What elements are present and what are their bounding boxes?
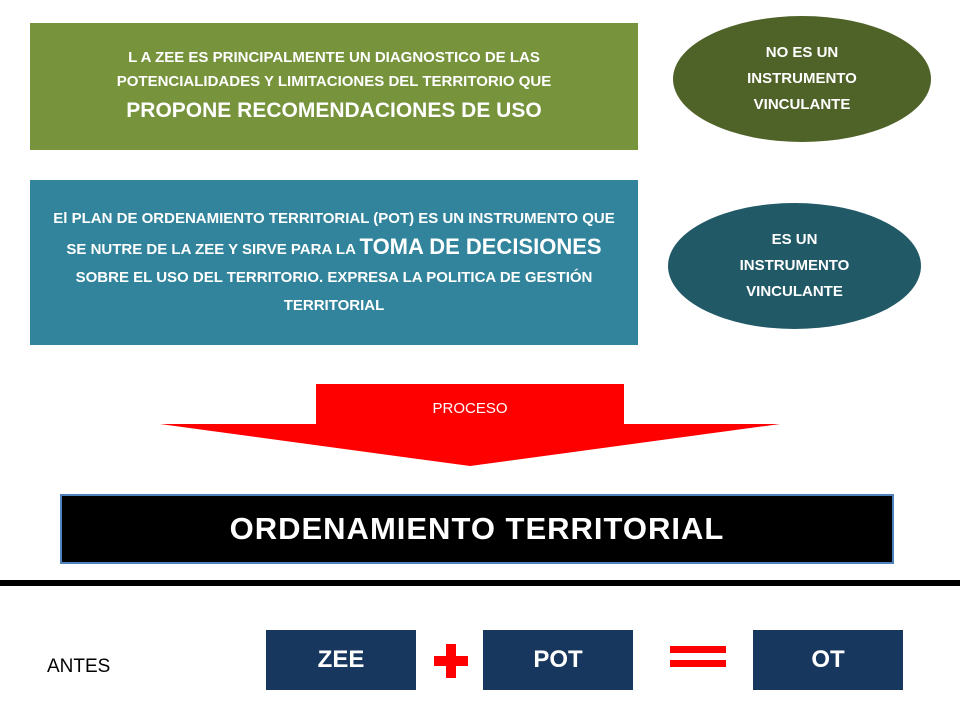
zee-term-box [266,630,416,690]
equals-icon [670,646,726,668]
not-binding-ellipse [673,16,931,142]
pot-text-part-2: SOBRE EL USO DEL TERRITORIO. EXPRESA LA POLITICA DE GESTIÓN TERRITORIAL [75,269,593,314]
zee-line-2: POTENCIALIDADES Y LIMITACIONES DEL TERRITORIO QUE [116,72,552,90]
binding-label: ES UN INSTRUMENTO VINCULANTE [739,231,850,300]
pot-description-box [30,180,638,345]
zee-description-box [30,23,638,150]
pot-term-label: POT [533,646,583,673]
not-binding-label: NO ES UN INSTRUMENTO VINCULANTE [747,44,857,113]
divider-line [0,580,960,586]
binding-ellipse [668,203,921,329]
process-arrow [150,380,790,470]
process-label: PROCESO [432,400,508,417]
pot-text-part-1: El PLAN DE ORDENAMIENTO TERRITORIAL (POT) ES UN INSTRUMENTO QUE SE NUTRE DE LA ZEE Y SIRVE PARA LA [53,210,615,258]
zee-term-label: ZEE [317,646,365,673]
zee-line-3: PROPONE RECOMENDACIONES DE USO [126,98,542,122]
ordenamiento-banner [60,494,894,564]
pot-highlight: TOMA DE DECISIONES [359,234,602,259]
pot-text [48,205,620,320]
pot-term-box [483,630,633,690]
process-arrow-shape [160,384,780,466]
ot-result-label: OT [811,646,845,673]
zee-line-1: L A ZEE ES PRINCIPALMENTE UN DIAGNOSTICO DE LAS [128,48,540,66]
ordenamiento-title: ORDENAMIENTO TERRITORIAL [229,511,725,546]
antes-label: ANTES [47,656,111,677]
ot-result-box [753,630,903,690]
plus-icon [434,644,468,678]
